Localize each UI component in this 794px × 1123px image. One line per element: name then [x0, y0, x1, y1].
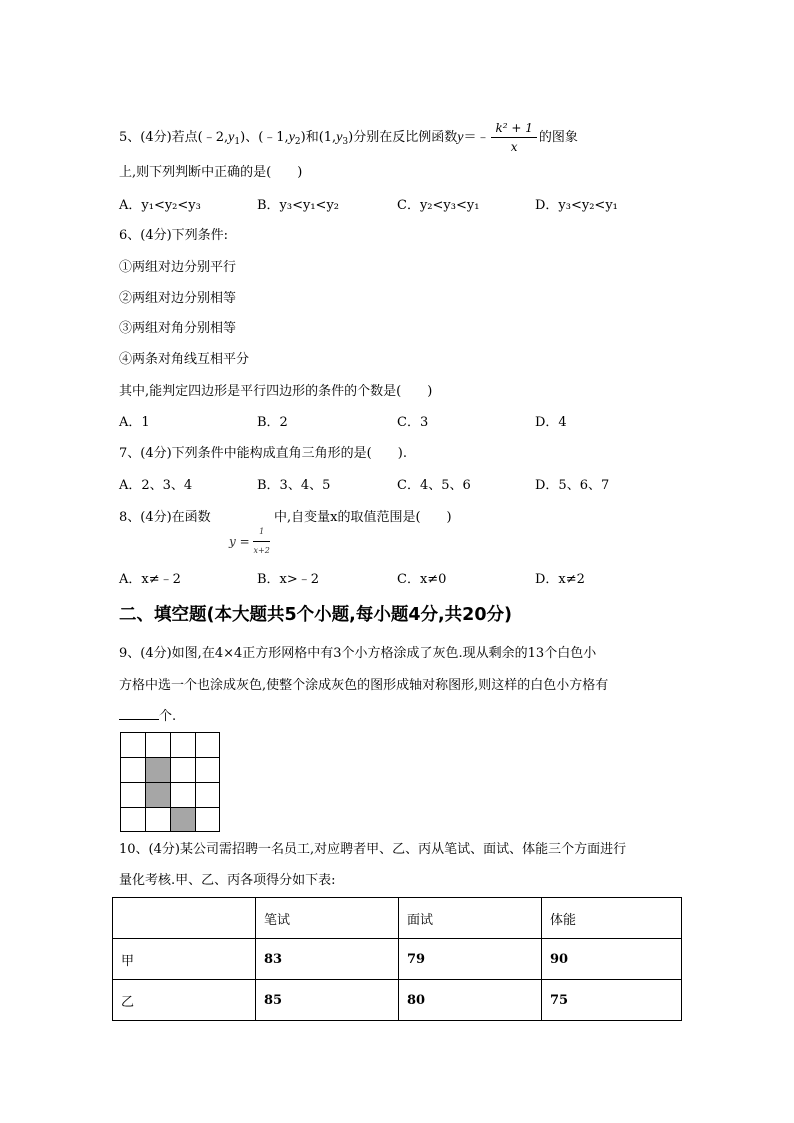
table-header-cell — [113, 898, 256, 939]
score-table — [112, 897, 682, 1021]
answer-blank[interactable] — [119, 707, 159, 720]
grid-line — [120, 757, 220, 758]
table-header-cell: 笔试 — [256, 898, 399, 939]
q9-line3 — [119, 707, 176, 726]
table-cell: 85 — [256, 980, 399, 1021]
q6-option-a: A．1 — [119, 415, 150, 430]
table-cell: 90 — [542, 939, 682, 980]
func-y: y — [457, 130, 464, 145]
q8-function — [229, 523, 270, 560]
q5-text: )和(1, — [300, 130, 337, 145]
q7-option-a: A．2、3、4 — [119, 478, 193, 493]
q9-line1: 9、(4分)如图,在4×4正方形网格中有3个小方格涂成了灰色.现从剩余的13个白色小 — [119, 646, 597, 661]
q10-line2: 量化考核.甲、乙、丙各项得分如下表: — [119, 873, 336, 888]
q9-line2: 方格中选一个也涂成灰色,使整个涂成灰色的图形成轴对称图形,则这样的白色小方格有 — [119, 678, 609, 693]
q8-option-d: D．x≠2 — [535, 572, 585, 587]
q5-fraction — [491, 119, 536, 156]
sub: 3 — [342, 137, 349, 147]
q8-stem-post: 中,自变量x的取值范围是( ) — [274, 510, 452, 525]
table-header-cell: 面试 — [399, 898, 542, 939]
frac-numerator: 1 — [253, 523, 269, 542]
var-y: y — [288, 130, 295, 145]
q10-line1: 10、(4分)某公司需招聘一名员工,对应聘者甲、乙、丙从笔试、面试、体能三个方面进行 — [119, 842, 627, 857]
grid-line — [120, 831, 220, 832]
q7-option-d: D．5、6、7 — [535, 478, 610, 493]
frac-denominator: x+2 — [253, 546, 270, 555]
grid-line — [120, 807, 220, 808]
q5-text: 的图象 — [538, 130, 578, 145]
q7-stem: 7、(4分)下列条件中能构成直角三角形的是( ). — [119, 446, 407, 461]
frac-numerator: k² + 1 — [491, 119, 536, 138]
table-row — [113, 980, 682, 1021]
q7-option-c: C．4、5、6 — [397, 478, 471, 493]
frac-denominator: x — [510, 140, 518, 154]
q6-stem: 6、(4分)下列条件: — [119, 228, 229, 243]
table-cell: 80 — [399, 980, 542, 1021]
grid-line — [120, 732, 220, 733]
var-y: y — [228, 130, 235, 145]
q6-condition-2: ②两组对边分别相等 — [119, 291, 237, 306]
q6-option-b: B．2 — [257, 415, 288, 430]
q8-option-a: A．x≠﹣2 — [119, 572, 181, 587]
q5-line1 — [119, 119, 578, 156]
q6-question: 其中,能判定四边形是平行四边形的条件的个数是( ) — [119, 384, 433, 399]
q8-option-b: B．x>﹣2 — [257, 572, 320, 587]
q8-stem-pre: 8、(4分)在函数 — [119, 510, 211, 525]
table-header-row — [113, 898, 682, 939]
q9-text: 个. — [159, 709, 177, 724]
section-heading: 二、填空题(本大题共5个小题,每小题4分,共20分) — [119, 605, 512, 625]
grid-line — [120, 782, 220, 783]
q5-text: )分别在反比例函数 — [348, 130, 458, 145]
grid-figure — [120, 732, 220, 832]
q6-condition-4: ④两条对角线互相平分 — [119, 352, 250, 367]
q6-option-d: D．4 — [535, 415, 567, 430]
q6-condition-3: ③两组对角分别相等 — [119, 321, 237, 336]
table-cell: 75 — [542, 980, 682, 1021]
var-y: y — [336, 130, 343, 145]
table-row-label: 甲 — [113, 939, 256, 980]
q8-option-c: C．x≠0 — [397, 572, 447, 587]
q5-option-d: D．y₃<y₂<y₁ — [535, 198, 618, 213]
q8-fraction — [253, 523, 269, 560]
func-eq: ＝﹣ — [463, 130, 490, 145]
q5-option-c: C．y₂<y₃<y₁ — [397, 198, 480, 213]
q5-option-b: B．y₃<y₁<y₂ — [257, 198, 340, 213]
table-row — [113, 939, 682, 980]
sub: 1 — [234, 137, 241, 147]
q5-text: 5、(4分)若点(﹣2, — [119, 130, 229, 145]
q5-text: )、(﹣1, — [240, 130, 289, 145]
table-header-cell: 体能 — [542, 898, 682, 939]
sub: 2 — [294, 137, 301, 147]
gray-square — [170, 807, 195, 832]
table-cell: 83 — [256, 939, 399, 980]
table-row-label: 乙 — [113, 980, 256, 1021]
q5-line2: 上,则下列判断中正确的是( ) — [119, 165, 303, 180]
q6-option-c: C．3 — [397, 415, 429, 430]
table-cell: 79 — [399, 939, 542, 980]
func-y: y = — [229, 534, 250, 549]
q7-option-b: B．3、4、5 — [257, 478, 331, 493]
q5-option-a: A．y₁<y₂<y₃ — [119, 198, 201, 213]
q6-condition-1: ①两组对边分别平行 — [119, 260, 237, 275]
